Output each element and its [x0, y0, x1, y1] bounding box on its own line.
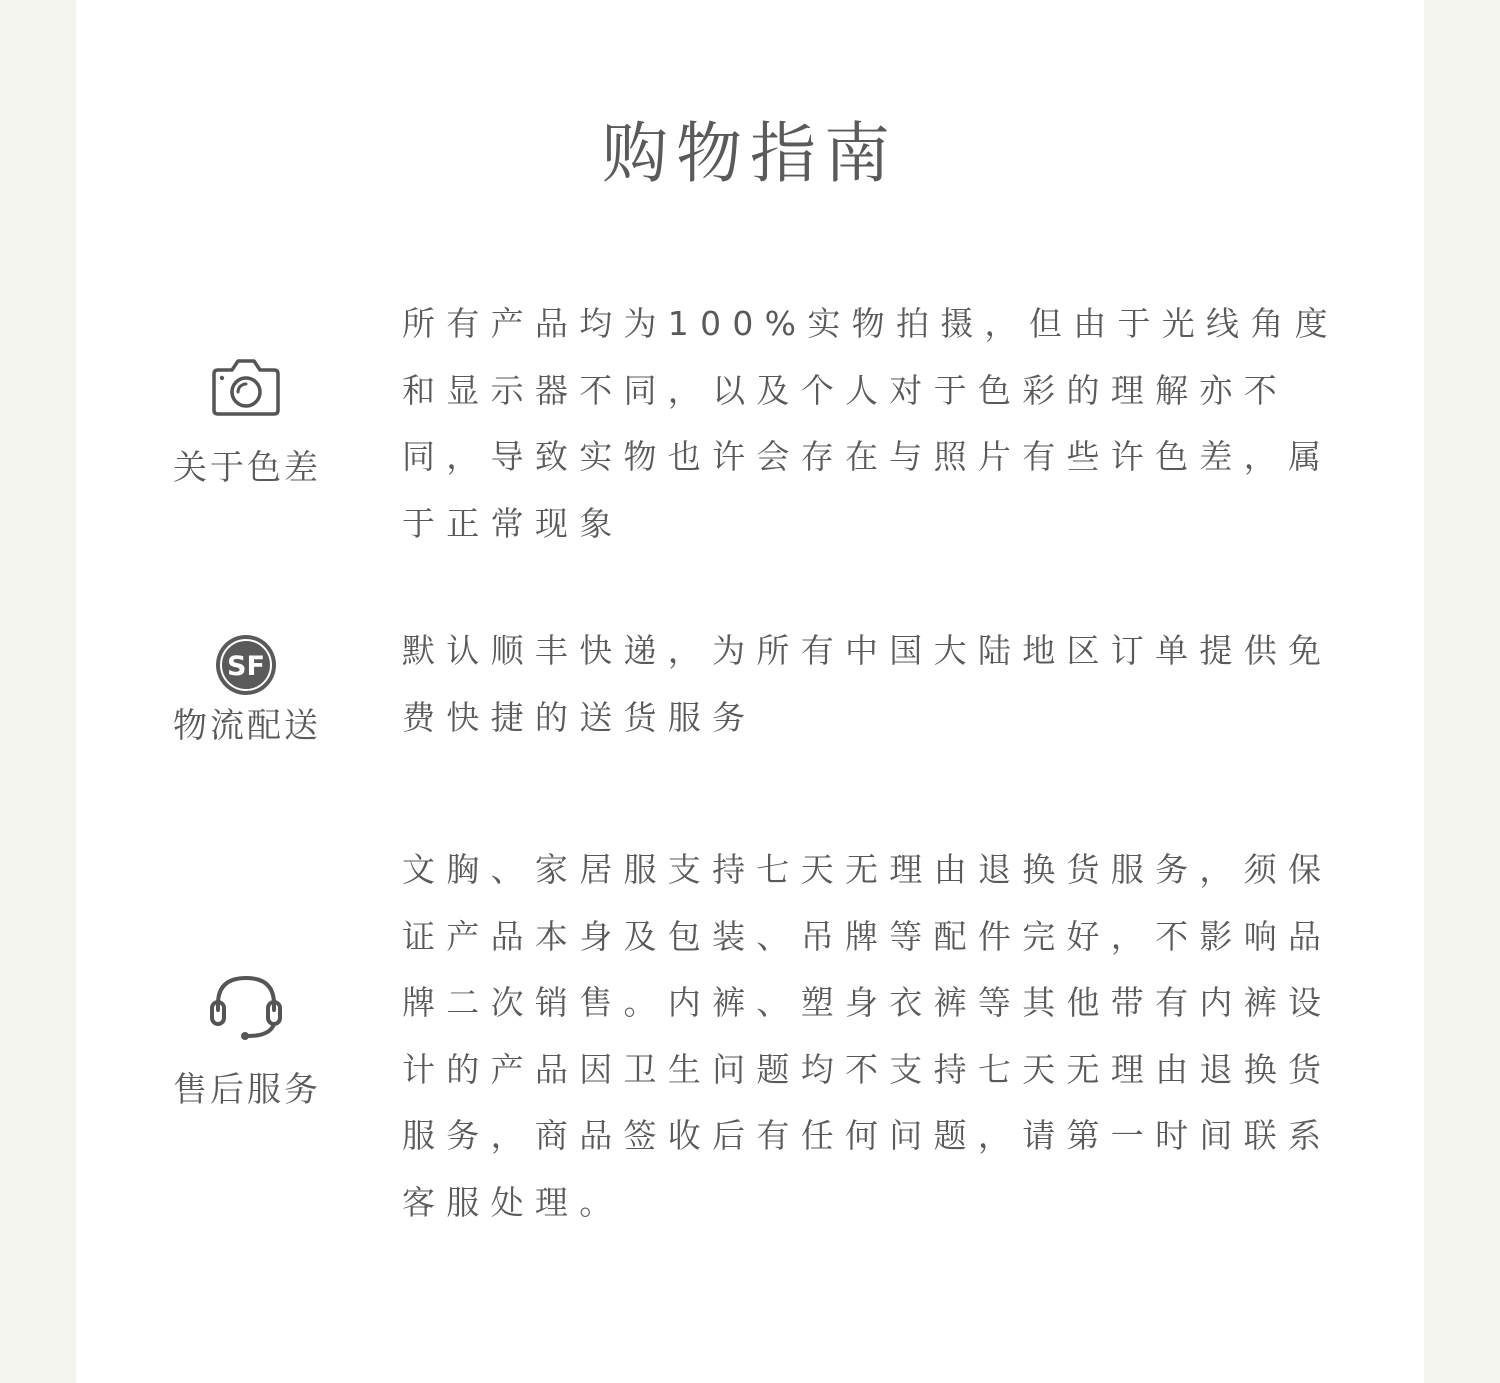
page-title: 购物指南 [602, 115, 898, 192]
section-body-text: 所有产品均为100%实物拍摄，但由于光线角度和显示器不同，以及个人对于色彩的理解亦不同，导致实物也许会存在与照片有些许色差，属于正常现象 [402, 304, 1339, 543]
svg-text:SF: SF [227, 651, 265, 682]
section-label: 关于色差 [173, 448, 321, 488]
camera-icon [204, 356, 288, 418]
section-label: 售后服务 [173, 1070, 321, 1110]
headset-icon [204, 972, 288, 1044]
section-label: 物流配送 [173, 706, 321, 746]
section-body-text: 默认顺丰快递，为所有中国大陆地区订单提供免费快捷的送货服务 [402, 631, 1333, 737]
section-body-text: 文胸、家居服支持七天无理由退换货服务，须保证产品本身及包装、吊牌等配件完好，不影响品牌二次销售。内裤、塑身衣裤等其他带有内裤设计的产品因卫生问题均不支持七天无理由退换货服务，商品签收后有任何问题，请第一时间联系客服处理。 [402, 850, 1333, 1222]
sf-express-icon [204, 632, 288, 698]
shopping-guide-card [76, 0, 1424, 1383]
